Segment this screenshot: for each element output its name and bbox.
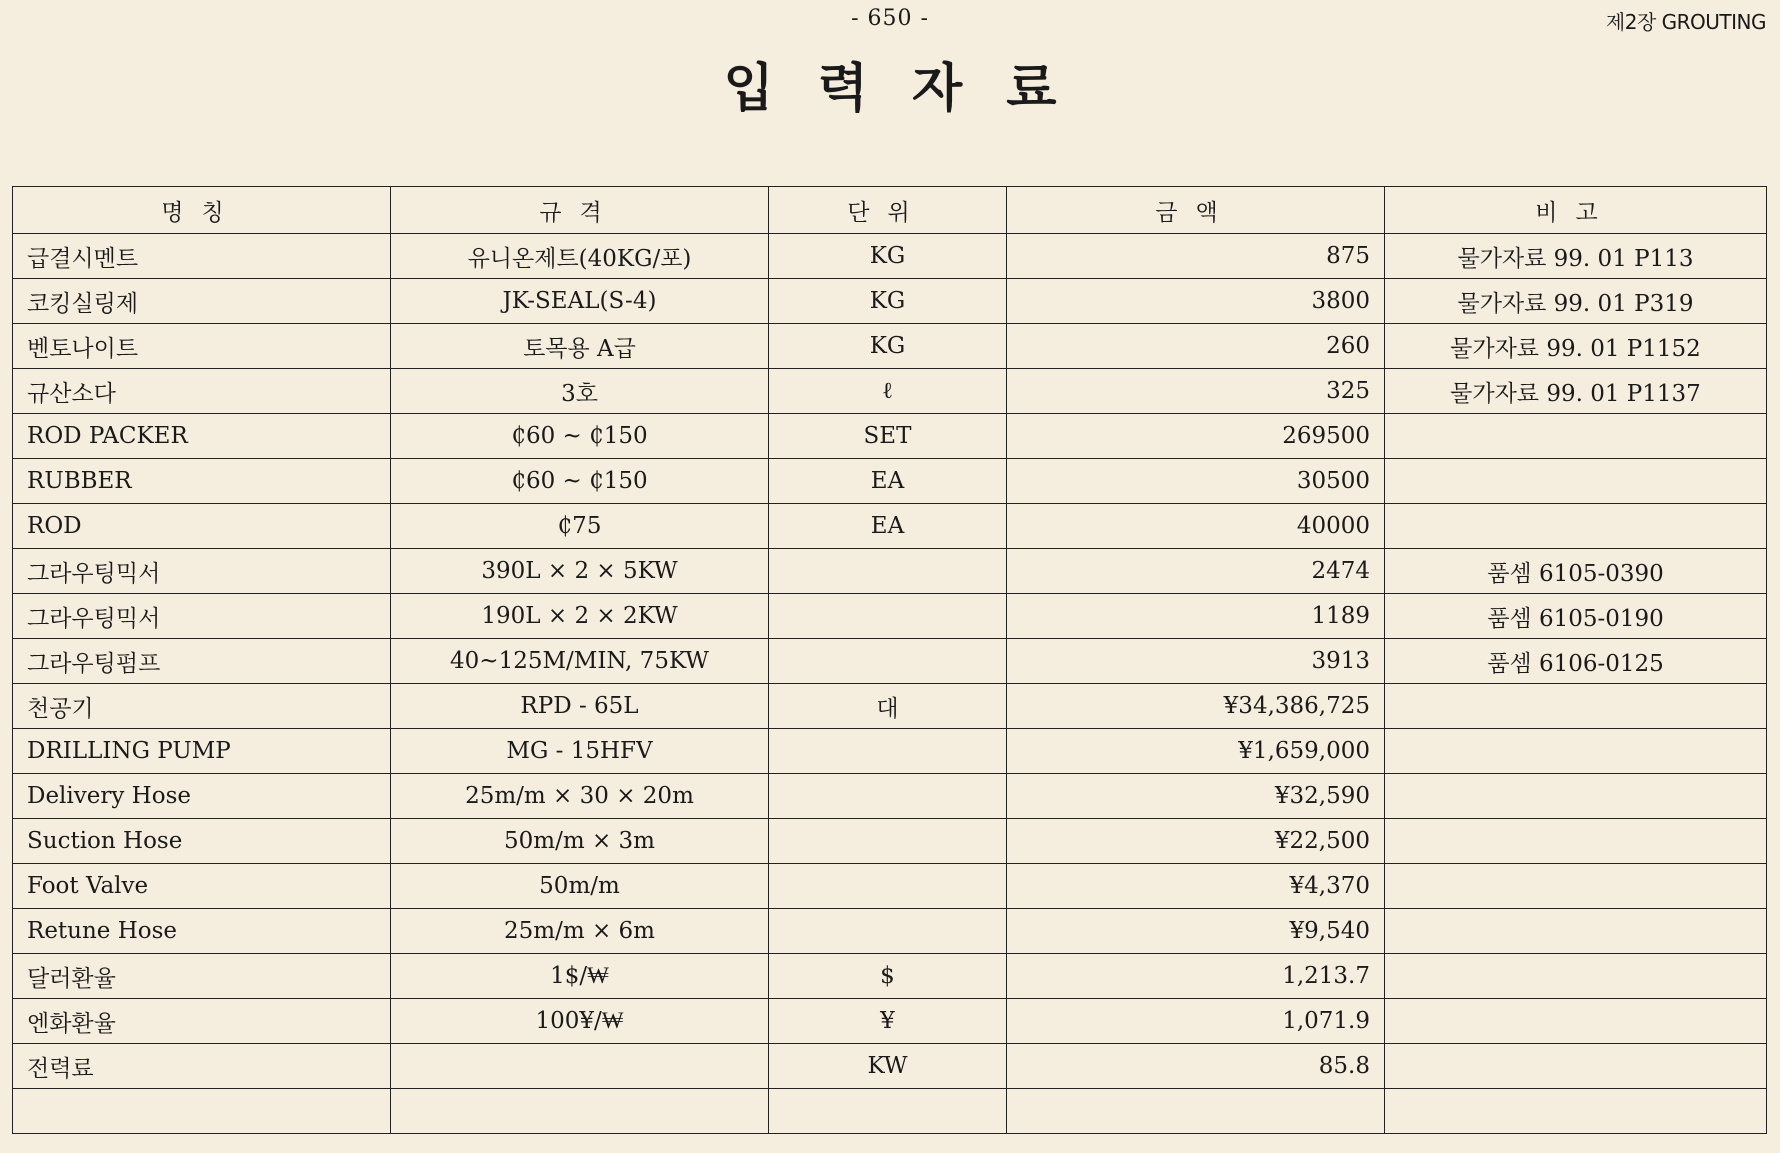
table-row — [13, 594, 1767, 639]
cell-spec: 25m/m × 6m — [391, 909, 769, 954]
cell-note — [1385, 684, 1767, 729]
column-header-name: 명칭 — [13, 187, 391, 234]
cell-note — [1385, 414, 1767, 459]
cell-name: ROD PACKER — [13, 414, 391, 459]
cell-note — [1385, 1089, 1767, 1134]
cell-spec: ₵60 ~ ₵150 — [391, 414, 769, 459]
cell-unit — [769, 909, 1007, 954]
cell-unit — [769, 819, 1007, 864]
cell-unit: ℓ — [769, 369, 1007, 414]
cell-spec: 1$/₩ — [391, 954, 769, 999]
cell-spec: 40~125M/MIN, 75KW — [391, 639, 769, 684]
cell-unit: KW — [769, 1044, 1007, 1089]
cell-amount: 1,213.7 — [1007, 954, 1385, 999]
cell-note — [1385, 1044, 1767, 1089]
table-header-row — [13, 187, 1767, 234]
table-row — [13, 954, 1767, 999]
table-row — [13, 279, 1767, 324]
cell-spec: 3호 — [391, 369, 769, 414]
cell-unit: EA — [769, 504, 1007, 549]
table-row — [13, 684, 1767, 729]
cell-unit: $ — [769, 954, 1007, 999]
table-body — [13, 234, 1767, 1134]
cell-note — [1385, 954, 1767, 999]
cell-spec: 토목용 A급 — [391, 324, 769, 369]
cell-amount: 875 — [1007, 234, 1385, 279]
cell-spec: 100¥/₩ — [391, 999, 769, 1044]
cell-name: 규산소다 — [13, 369, 391, 414]
cell-spec: RPD - 65L — [391, 684, 769, 729]
cell-note — [1385, 909, 1767, 954]
table-row — [13, 504, 1767, 549]
cell-name: Delivery Hose — [13, 774, 391, 819]
cell-note — [1385, 504, 1767, 549]
table-row — [13, 549, 1767, 594]
column-header-amount: 금액 — [1007, 187, 1385, 234]
cell-spec: ₵75 — [391, 504, 769, 549]
cell-unit: SET — [769, 414, 1007, 459]
column-header-note: 비고 — [1385, 187, 1767, 234]
cell-name: RUBBER — [13, 459, 391, 504]
cell-note — [1385, 459, 1767, 504]
cell-note: 품셈 6106-0125 — [1385, 639, 1767, 684]
column-header-spec: 규격 — [391, 187, 769, 234]
cell-name: Suction Hose — [13, 819, 391, 864]
cell-note — [1385, 999, 1767, 1044]
table-row — [13, 639, 1767, 684]
chapter-label: 제2장 GROUTING — [1605, 10, 1766, 34]
column-header-unit: 단위 — [769, 187, 1007, 234]
cell-amount: ¥9,540 — [1007, 909, 1385, 954]
cell-name — [13, 1089, 391, 1134]
table-row — [13, 729, 1767, 774]
cell-spec: 25m/m × 30 × 20m — [391, 774, 769, 819]
cell-amount: ¥22,500 — [1007, 819, 1385, 864]
cell-name: 코킹실링제 — [13, 279, 391, 324]
cell-amount: 40000 — [1007, 504, 1385, 549]
cell-name: 그라우팅믹서 — [13, 594, 391, 639]
cell-spec: ₵60 ~ ₵150 — [391, 459, 769, 504]
cell-unit: EA — [769, 459, 1007, 504]
table-row — [13, 369, 1767, 414]
cell-spec: 50m/m × 3m — [391, 819, 769, 864]
cell-note — [1385, 729, 1767, 774]
table-row — [13, 774, 1767, 819]
cell-amount: 2474 — [1007, 549, 1385, 594]
cell-amount: 1189 — [1007, 594, 1385, 639]
cell-note — [1385, 819, 1767, 864]
table-row — [13, 909, 1767, 954]
cell-unit: ¥ — [769, 999, 1007, 1044]
cell-spec: 190L × 2 × 2KW — [391, 594, 769, 639]
cell-name: Foot Valve — [13, 864, 391, 909]
cell-note: 물가자료 99. 01 P319 — [1385, 279, 1767, 324]
cell-amount: 260 — [1007, 324, 1385, 369]
cell-unit: KG — [769, 234, 1007, 279]
cell-note: 물가자료 99. 01 P1152 — [1385, 324, 1767, 369]
cell-unit — [769, 1089, 1007, 1134]
cell-name: 전력료 — [13, 1044, 391, 1089]
cell-amount: ¥32,590 — [1007, 774, 1385, 819]
cell-amount — [1007, 1089, 1385, 1134]
cell-name: DRILLING PUMP — [13, 729, 391, 774]
input-data-table — [12, 186, 1767, 1134]
cell-unit — [769, 549, 1007, 594]
table-row — [13, 459, 1767, 504]
table-row — [13, 234, 1767, 279]
cell-name: 급결시멘트 — [13, 234, 391, 279]
cell-name: Retune Hose — [13, 909, 391, 954]
cell-spec — [391, 1044, 769, 1089]
cell-spec: 유니온제트(40KG/포) — [391, 234, 769, 279]
cell-unit: KG — [769, 324, 1007, 369]
cell-note: 물가자료 99. 01 P1137 — [1385, 369, 1767, 414]
cell-name: 천공기 — [13, 684, 391, 729]
cell-unit: KG — [769, 279, 1007, 324]
cell-spec: MG - 15HFV — [391, 729, 769, 774]
cell-unit — [769, 729, 1007, 774]
table-row — [13, 1089, 1767, 1134]
cell-name: 그라우팅펌프 — [13, 639, 391, 684]
cell-name: ROD — [13, 504, 391, 549]
cell-amount: 3800 — [1007, 279, 1385, 324]
page-number: - 650 - — [851, 6, 929, 31]
cell-amount: ¥1,659,000 — [1007, 729, 1385, 774]
table-row — [13, 864, 1767, 909]
cell-unit — [769, 864, 1007, 909]
cell-unit: 대 — [769, 684, 1007, 729]
table-row — [13, 999, 1767, 1044]
cell-amount: 30500 — [1007, 459, 1385, 504]
cell-amount: 3913 — [1007, 639, 1385, 684]
page-title: 입력자료 — [723, 59, 1101, 119]
table-row — [13, 324, 1767, 369]
cell-name: 엔화환율 — [13, 999, 391, 1044]
cell-note — [1385, 864, 1767, 909]
cell-spec: 390L × 2 × 5KW — [391, 549, 769, 594]
cell-note — [1385, 774, 1767, 819]
table-row — [13, 414, 1767, 459]
cell-name: 그라우팅믹서 — [13, 549, 391, 594]
cell-note: 물가자료 99. 01 P113 — [1385, 234, 1767, 279]
cell-spec: 50m/m — [391, 864, 769, 909]
cell-amount: ¥4,370 — [1007, 864, 1385, 909]
cell-spec — [391, 1089, 769, 1134]
cell-amount: 269500 — [1007, 414, 1385, 459]
cell-amount: ¥34,386,725 — [1007, 684, 1385, 729]
table-row — [13, 1044, 1767, 1089]
cell-note: 품셈 6105-0390 — [1385, 549, 1767, 594]
cell-spec: JK-SEAL(S-4) — [391, 279, 769, 324]
cell-name: 달러환율 — [13, 954, 391, 999]
cell-amount: 1,071.9 — [1007, 999, 1385, 1044]
table-row — [13, 819, 1767, 864]
cell-amount: 85.8 — [1007, 1044, 1385, 1089]
cell-unit — [769, 639, 1007, 684]
cell-note: 품셈 6105-0190 — [1385, 594, 1767, 639]
cell-amount: 325 — [1007, 369, 1385, 414]
cell-unit — [769, 594, 1007, 639]
cell-name: 벤토나이트 — [13, 324, 391, 369]
cell-unit — [769, 774, 1007, 819]
